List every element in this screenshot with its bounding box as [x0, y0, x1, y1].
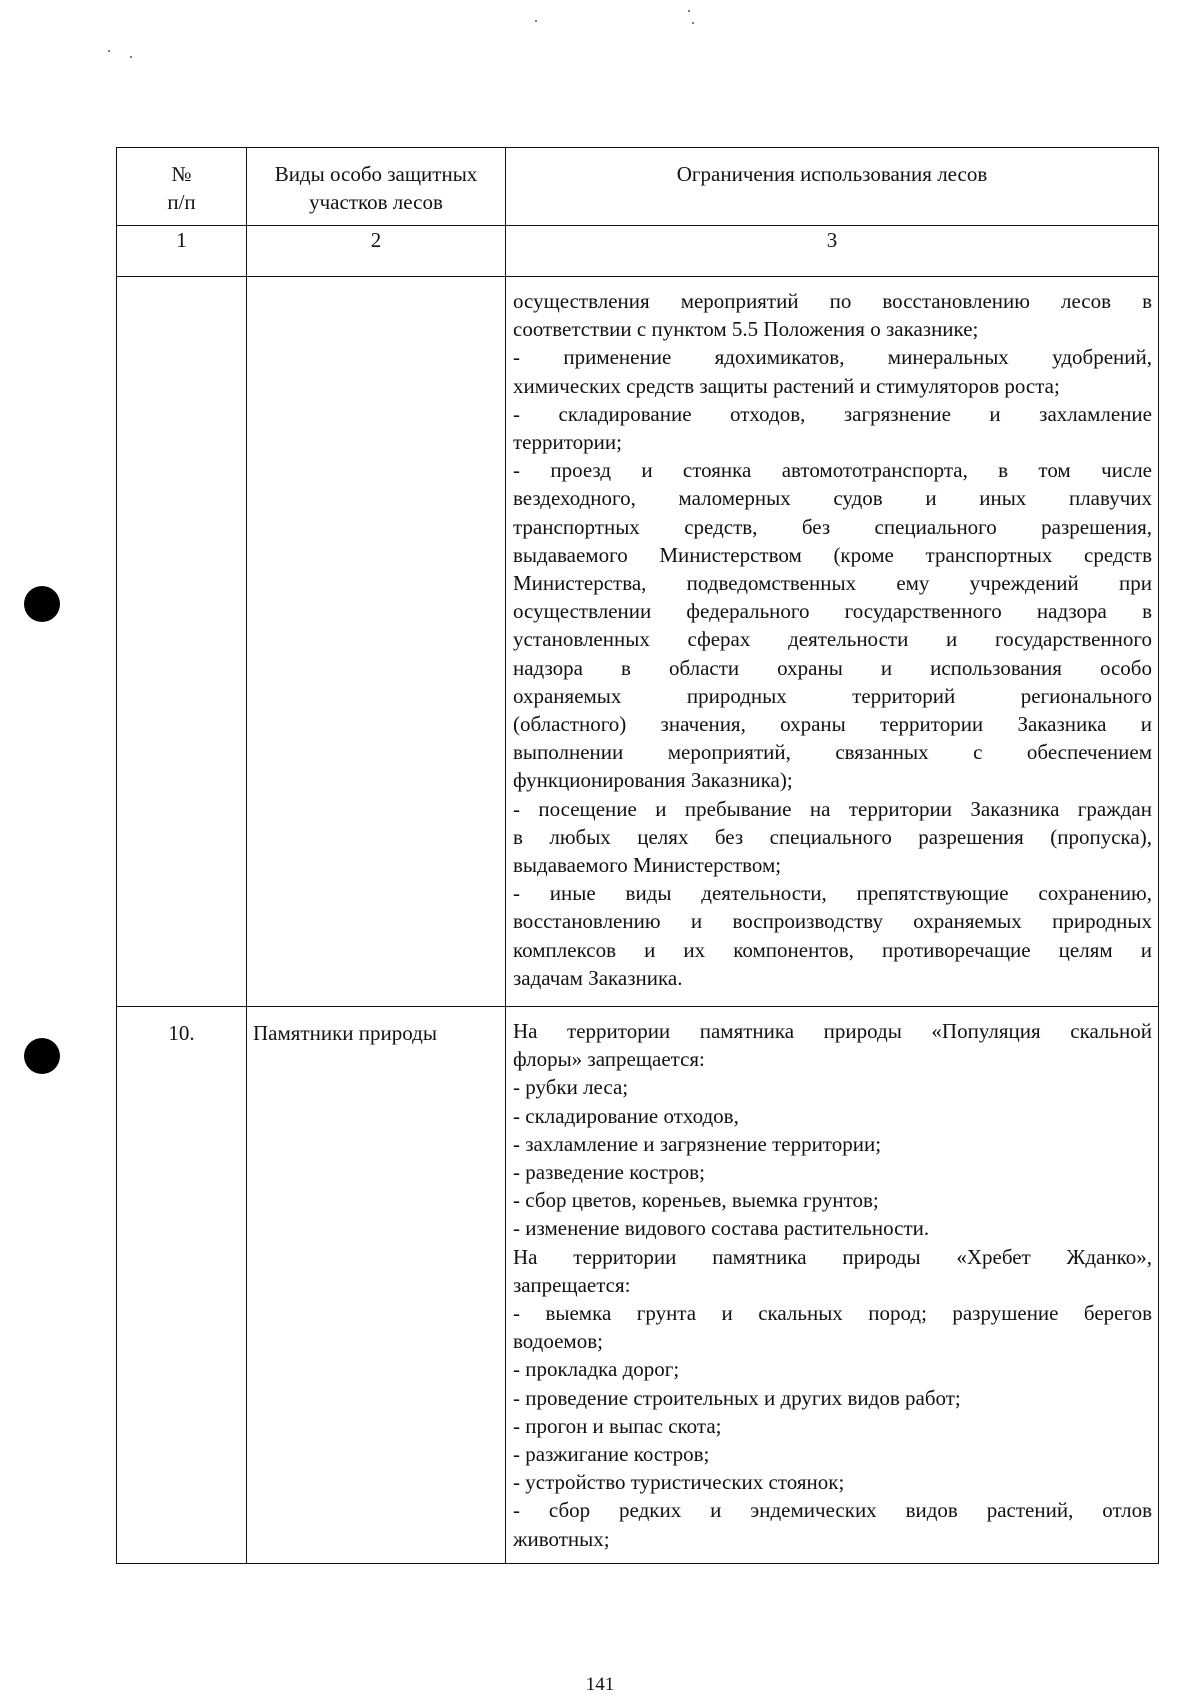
column-number-1: 1	[117, 226, 247, 277]
header-number	[117, 148, 247, 226]
restriction-line: функционирования Заказника);	[513, 768, 793, 793]
restriction-line: в любых целях без специального разрешения (пропуска),	[513, 824, 1152, 849]
column-number-3: 3	[506, 226, 1159, 277]
restriction-line: На территории памятника природы «Хребет Жданко»,	[513, 1244, 1152, 1269]
restriction-line: транспортных средств, без специального разрешения,	[513, 514, 1152, 539]
restriction-line: выполнении мероприятий, связанных с обеспечением	[513, 740, 1152, 765]
restriction-line: осуществлении федерального государственного надзора в	[513, 599, 1152, 624]
restriction-line: - изменение видового состава растительности.	[513, 1216, 930, 1241]
table-row	[117, 1007, 1159, 1564]
header-number-line1: №	[171, 162, 192, 186]
scan-speck	[692, 22, 694, 24]
restriction-line: комплексов и их компонентов, противоречащие целям и	[513, 937, 1152, 962]
restriction-line: охраняемых природных территорий регионального	[513, 683, 1152, 708]
header-kind-line2: участков лесов	[309, 190, 443, 214]
header-restrictions-text: Ограничения использования лесов	[676, 162, 988, 186]
restriction-line: установленных сферах деятельности и государственного	[513, 627, 1152, 652]
restriction-line: (областного) значения, охраны территории Заказника и	[513, 712, 1152, 737]
column-number-row	[117, 226, 1159, 277]
restriction-line: - устройство туристических стоянок;	[513, 1470, 845, 1495]
restriction-line: запрещается:	[513, 1272, 631, 1297]
restriction-line: - проведение строительных и других видов работ;	[513, 1385, 961, 1410]
restriction-line: химических средств защиты растений и стимуляторов роста;	[513, 373, 1060, 398]
row-kind: Памятники природы	[247, 1007, 506, 1564]
restriction-line: - рубки леса;	[513, 1075, 629, 1100]
restriction-line: - сбор цветов, кореньев, выемка грунтов;	[513, 1188, 879, 1213]
restriction-line: - применение ядохимикатов, минеральных удобрений,	[513, 345, 1152, 370]
scan-speck	[535, 20, 537, 22]
restriction-line: На территории памятника природы «Популяция скальной	[513, 1019, 1152, 1043]
restriction-line: - захламление и загрязнение территории;	[513, 1131, 882, 1156]
row-kind	[247, 277, 506, 1007]
forest-restrictions-table	[116, 147, 1159, 1564]
row-number	[117, 277, 247, 1007]
page-number: 141	[585, 1674, 615, 1695]
punch-hole-mark	[24, 586, 60, 622]
restriction-line: - проезд и стоянка автомототранспорта, в том числе	[513, 458, 1152, 483]
restriction-line: выдаваемого Министерством;	[513, 853, 782, 878]
restriction-line: - прокладка дорог;	[513, 1357, 680, 1382]
scan-speck	[130, 56, 132, 58]
restriction-line: Министерства, подведомственных ему учреждений при	[513, 571, 1152, 596]
restriction-line: территории;	[513, 430, 622, 455]
punch-hole-mark	[24, 1038, 60, 1074]
header-kind	[247, 148, 506, 226]
restriction-line: вездеходного, маломерных судов и иных плавучих	[513, 486, 1152, 511]
row-number: 10.	[117, 1007, 247, 1564]
restriction-line: выдаваемого Министерством (кроме транспортных средств	[513, 542, 1152, 567]
restriction-line: - сбор редких и эндемических видов растений, отлов	[513, 1498, 1152, 1523]
header-number-line2: п/п	[167, 190, 196, 214]
restriction-line: животных;	[513, 1526, 610, 1551]
restriction-line: - прогон и выпас скота;	[513, 1413, 722, 1438]
restriction-line: надзора в области охраны и использования особо	[513, 655, 1152, 680]
scan-speck	[108, 50, 110, 52]
restriction-line: задачам Заказника.	[513, 965, 683, 990]
restriction-line: - выемка грунта и скальных пород; разрушение берегов	[513, 1301, 1152, 1326]
row-restrictions	[506, 1007, 1159, 1564]
restriction-line: - посещение и пребывание на территории Заказника граждан	[513, 796, 1152, 821]
header-kind-line1: Виды особо защитных	[274, 162, 478, 186]
restriction-line: - складирование отходов, загрязнение и захламление	[513, 401, 1152, 426]
header-restrictions	[506, 148, 1159, 226]
restriction-line: флоры» запрещается:	[513, 1047, 705, 1072]
restriction-line: - разжигание костров;	[513, 1442, 710, 1467]
restriction-line: - иные виды деятельности, препятствующие сохранению,	[513, 881, 1152, 906]
table-header-row	[117, 148, 1159, 226]
restriction-line: - разведение костров;	[513, 1160, 705, 1185]
restriction-line: соответствии с пунктом 5.5 Положения о заказнике;	[513, 317, 979, 342]
row-restrictions	[506, 277, 1159, 1007]
restriction-line: осуществления мероприятий по восстановлению лесов в	[513, 289, 1152, 313]
restriction-line: водоемов;	[513, 1329, 603, 1354]
scan-speck	[688, 10, 690, 12]
restriction-line: - складирование отходов,	[513, 1103, 739, 1128]
restriction-line: восстановлению и воспроизводству охраняемых природных	[513, 909, 1152, 934]
table-row	[117, 277, 1159, 1007]
column-number-2: 2	[247, 226, 506, 277]
